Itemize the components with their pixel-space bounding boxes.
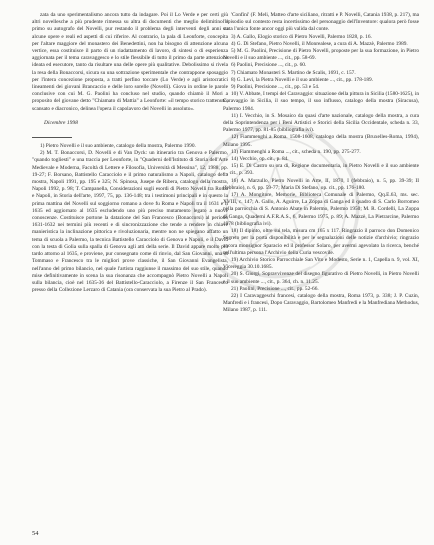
- footnote: 12) Fiammenghi a Roma. 1508-1608, catalogo della mostra (Bruxelles-Roma, 1994), Milano 1995.: [223, 134, 419, 148]
- footnote: 19) Archivio Storico Parrocchiale San Vito e Modesto, Serie n. 1, Capella n. 9, vol. XI, Vicereggia 30.10.1685.: [223, 256, 419, 271]
- footnote: 15) E. Di Castro su ora di, Regione documentaria, in Pietro Novelli e il suo ambiente ..., cit., p. 393.: [223, 163, 419, 177]
- essay-date: Dicembre 1998: [44, 119, 78, 126]
- footnote: 4) G. Di Stefano, Pietro Novelli, il Monrealese, a cura di A. Mazzè, Palermo 1989.: [231, 40, 408, 47]
- left-column: [32, 12, 228, 294]
- footnote: 7) Chiamato Monasteri S. Martino de Scalis, 1691, c. 157.: [231, 69, 356, 76]
- main-text: zata da uno sperimentalismo ancora tutto da indagare. Poi il Lo Verde e per certi giù altri novellesche a più prudente rimessa su altra di documenti che meglio delimitino il primo su autografo del Novelli, pur restando il problema degli interventi degli anni su alcune opere e reali ed aspetti di cui riferire. Al contrario, la pala di Leonforte, concepita per l'altare maggiore del monastero dei Benedettini, non ha bisogno di attenzione alcuna vertice, essa costituisce il parto di un riadattamento di lavoro, di sintesi o di esperienza aggiornata per il tema caravaggesco e lo stile flessibile di tutto il primo da parte attenzione ideata ed esecutore, tanto da risultare una delle opere più qualitative. Debolissimo si rivela la resa della Bonaccorsi, sicura su una sottrazione sperimentale che contrappone sposaggio per l'intera concezione proposta, a tratti perfino toccare (Lo Verde) e agli aristocratici lineamenti dei giovani Brancaccio e delle loro sorelle (Novelli). Giova in ordine le parole conclusive con cui M. G. Paolini ha concluso nel studio, quando chiamò il Mori a proposito del giovane detto "Chiamato di Mattia" a Leonforte: «il tempo storico trattenuto, scansato e diacronico, delinea l'opera il capolavoro del Novelli in assoluto».: [32, 12, 228, 112]
- footnote: 9) Paolini, Precisione ..., cit., pp. 53 e 54.: [231, 84, 320, 91]
- footnote: 20) S. Giorgi, Sopravvivenze del disegno figurativo di Pietro Novelli, in Pietro Novelli e il suo ambiente ..., cit., p. 364, ch. n. 11.25.: [223, 271, 419, 285]
- footnote: 17) A. Mongitore, Memorie, Biblioteca Comunale di Palermo, Qq.E.63, ms. sec. XVIII, c. 147; A. Gallo, A. Aguirre, La Zoppa di Ganga ed il quadro di S. Carlo Borromeo nella parrocchia di S. Antonio Abate in Palermo, Palermo 1950; M. R. Cordelli, La Zoppa di Ganga, Quaderni A.F.R.A.S., 6, Palermo 1975, p. 89; A. Mazzè, La Pietrarcine, Palermo 1978 (bibliografia ivi).: [223, 192, 419, 227]
- footnote: 8) G. Levi, la Pietra Novelli e il suo ambiente ..., cit., pp. 178-189.: [231, 76, 374, 83]
- footnote: 11) I. Vecchio, in S. Mosaico da quasi d'arte nazionale, catalogo della mostra, a cura della Soprintendenza per i Beni Artistici e Storici della Sicilia Occidentale, scheda n. 33, Palermo 1977, pp. 81-85 (bibliografia ivi).: [223, 112, 419, 134]
- footnote: 10) V. Abbate, I tempi del Caravaggio: situazione della pittura in Sicilia (1580-1625), in Caravaggio in Sicilia, il suo tempo, il suo influsso, catalogo della mostra (Siracusa), Palermo 1984.: [223, 91, 419, 112]
- footnote: 1) Pietro Novelli e il suo ambiente, catalogo della mostra, Palermo 1990.: [40, 143, 196, 150]
- footnote: 16) A. Marzullo, Pietro Novelli in Arte, II, 1870, I (febbraio), n. 5, pp. 39-39; II (febbraio), n. 6, pp. 59-77; Maria Di Stefano, op. cit., pp. 176-180.: [223, 177, 419, 191]
- footnote: 13) Fiammenghi a Roma ..., cit., scheda n. 190, pp. 275-277.: [231, 148, 361, 155]
- notes-divider: [32, 137, 72, 138]
- footnote: 14) Vecchio, op. cit., p. 84.: [231, 156, 289, 163]
- right-column: [223, 12, 419, 315]
- footnote: 22) I Caravaggeschi francesi, catalogo della mostra, Roma 1973, p. 338; J. P. Cuzin, Manfredi e i francesi, Dopo Caravaggio, Bartolomeo Manfredi e la Manfrediana Methodus, Milano 1987, p. 111.: [223, 292, 419, 314]
- footnote: 21) Paolini, Precisione ..., cit., pp. 52-66.: [231, 285, 319, 292]
- footnote: 18) Il dipinto, oltre sui tela, misura cm 165 x 117. Ringrazio il parroco don Domenico Segreto per la porta disponibilità e per le segnalazioni delle notizie d'archivio; ringrazio ancora monsignor Sparacio ed il professor Solaro, per avermi agevolato la ricerca, benché nell'ultima persona l'Archivio della Curia vescovile.: [223, 228, 419, 256]
- footnote: 5) M. G. Paolini, Precisione di Pietro Novelli, proposte per la sua formazione, in Pietro Novelli e il suo ambiente ..., cit., pp. 58-69.: [223, 48, 419, 62]
- footnote: 3) A. Gallo, Elogio storico di Pietro Novelli, Palermo 1828, p. 16.: [231, 33, 372, 40]
- footnote: 6) Paolini, Precisione ..., cit., p. 60.: [231, 62, 307, 69]
- page-number: 54: [32, 530, 39, 537]
- footnote: 'Confini' (F. Meli, Matteo d'arte siciliano, ritratti e P. Novelli, Catania 1938, p. 217), ma l'episodio sul contesto resta incertissimo del personaggio dell'Inventore: qualora però fosse stata l'unica fonte ancor oggi più valida dal conte.: [223, 12, 419, 33]
- footnote: 2) M. T. Bonaccorsi, D. Novelli e di Van Dyck: un itinerario tra Genova e Palermo, "quando togliesti" e una traccia per Leonforte, in "Quaderni dell'Istituto di Storia dell'Arte Medievale e Moderna, Facoltà di Lettere e Filosofia, Università di Messina", 12, 1988, pp. 19-27; F. Borsano, Battistello Caracciolo e il primo naturalismo a Napoli, catalogo della mostra, Napoli 1991, pp. 195 e 325; N. Spinosa, Jusepe de Ribera, catalogo della mostra, Napoli 1992, p. 98; T. Campanella, Considerazioni sugli esordi di Pietro Novelli tra Roma e Napoli, in Storia dell'arte, 1997, 75, pp. 136-148; tra i testimoni principali e in questo la prima mattina del Novelli sul soggiorno romano a dove fu Roma e Napoli tra il 1631 e il 1635 ed aggiornato al 1635 escludendo uno più preciso mutamento legato a nuove conoscenze. Costituisce portone la datazione del San Francesco (Bonaccorsi) al periodo 1631-1632 nei termini più recenti e di sincronizzazione che tende a rendere in chiave manieristica la inclinazione pittorica e rivoluzionaria, mentre non ne spiegano affatto un tema di scuola a Palermo, la tecnica Battistello Caracciolo di Genova e Napoli, e il David con la testa di Golia sulla spalla di Genova agli atti della serie. Il David appare molto più tardo attorno al 1635, e proviene, pur consegnato come di rinvio, dal San Giovanni, una di Tommaso e Francesco tra le migliori prove classiche, il San Giovanni Evangelista, nell'anno del primo bilancio, nel quale l'artista raggiunse il massimo del suo stile, quando mise definitivamente in scena la sua risonanza che accompagnò Pietro Novelli a Napoli sulla bilancia, cioè nel 1635-36 del Battistello-Caracciolo, a Firenze il San Francesco presso della Collezione Lerzaro di Catania (ora conservata la sua Pietro al Prado).: [32, 150, 228, 294]
